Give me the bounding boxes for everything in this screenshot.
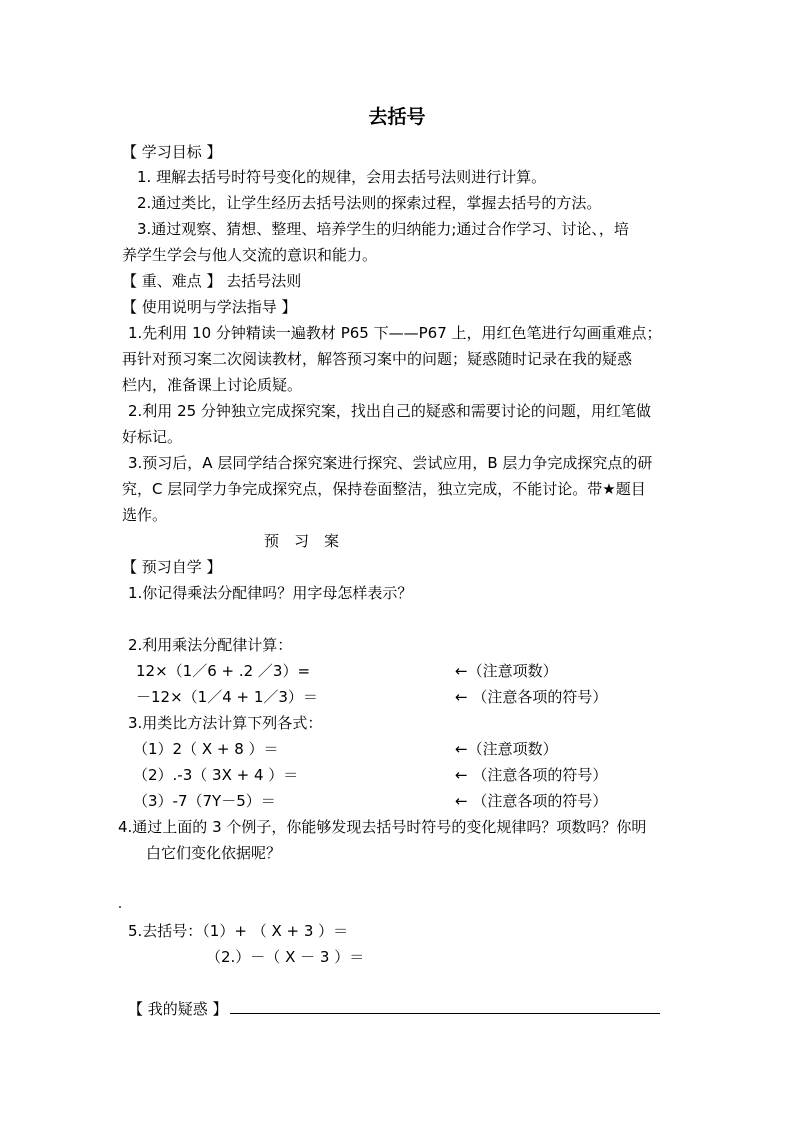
guide-item-1-line-3: 栏内，准备课上讨论质疑。 xyxy=(122,376,303,394)
question-5-a: 5.去括号：（1）+ （ X + 3 ）＝ xyxy=(128,922,349,940)
guide-item-3-line-1: 3.预习后，A 层同学结合探究案进行探究、尝试应用，B 层力争完成探究点的研 xyxy=(128,454,653,472)
key-points: 【 重、难点 】 去括号法则 xyxy=(122,272,302,290)
self-study-heading: 【 预习自学 】 xyxy=(122,558,222,576)
page-title: 去括号 xyxy=(368,106,426,128)
question-2-b: －12×（1／4 + 1／3）＝ xyxy=(136,688,318,706)
question-2-a: 12×（1／6 + .2 ／3）= xyxy=(136,662,311,680)
my-doubts-row xyxy=(128,999,660,1019)
guide-item-2-line-2: 好标记。 xyxy=(122,428,183,446)
guide-item-2-line-1: 2.利用 25 分钟独立完成探究案，找出自己的疑惑和需要讨论的问题，用红笔做 xyxy=(128,402,651,420)
question-2-b-note: ← （注意各项的符号） xyxy=(455,688,608,706)
guide-item-3-line-2: 究，C 层同学力争完成探究点，保持卷面整洁，独立完成，不能讨论。带★题目 xyxy=(122,480,646,498)
question-2: 2.利用乘法分配律计算： xyxy=(128,636,293,654)
guide-item-3-line-3: 选作。 xyxy=(122,506,168,524)
guide-heading: 【 使用说明与学法指导 】 xyxy=(122,298,297,316)
goal-item-3-line-1: 3.通过观察、猜想、整理、培养学生的归纳能力;通过合作学习、讨论、，培 xyxy=(137,220,629,238)
question-5-b: （2.）－（ X － 3 ）＝ xyxy=(206,948,365,966)
goals-heading: 【 学习目标 】 xyxy=(122,143,222,161)
question-4-line-2: 白它们变化依据呢？ xyxy=(146,844,282,862)
question-3-b-note: ← （注意各项的符号） xyxy=(455,766,608,784)
question-4-line-1: 4.通过上面的 3 个例子，你能够发现去括号时符号的变化规律吗？项数吗？你明 xyxy=(118,818,647,836)
goal-item-3-line-2: 养学生学会与他人交流的意识和能力。 xyxy=(122,246,378,264)
question-3-c: （3）-7（7Y－5）＝ xyxy=(133,792,276,810)
question-3-b: （2）.-3（ 3X + 4 ）＝ xyxy=(133,766,299,784)
preview-section-title: 预 习 案 xyxy=(264,532,340,550)
my-doubts-blank[interactable] xyxy=(230,999,660,1014)
question-3: 3.用类比方法计算下列各式： xyxy=(128,714,323,732)
guide-item-1-line-1: 1.先利用 10 分钟精读一遍教材 P65 下——P67 上，用红色笔进行勾画重难点； xyxy=(128,324,662,342)
question-2-a-note: ←（注意项数） xyxy=(455,662,558,680)
question-3-c-note: ← （注意各项的符号） xyxy=(455,792,608,810)
guide-item-1-line-2: 再针对预习案二次阅读教材，解答预习案中的问题；疑惑随时记录在我的疑惑 xyxy=(122,350,633,368)
question-3-a: （1）2（ X + 8 ）＝ xyxy=(133,740,279,758)
goal-item-2: 2.通过类比，让学生经历去括号法则的探索过程，掌握去括号的方法。 xyxy=(137,194,602,212)
stray-mark xyxy=(119,906,121,908)
question-1: 1.你记得乘法分配律吗？用字母怎样表示？ xyxy=(128,584,413,602)
question-3-a-note: ←（注意项数） xyxy=(455,740,558,758)
goal-item-1: 1. 理解去括号时符号变化的规律，会用去括号法则进行计算。 xyxy=(137,168,547,186)
my-doubts-label: 【 我的疑惑 】 xyxy=(128,1000,228,1018)
